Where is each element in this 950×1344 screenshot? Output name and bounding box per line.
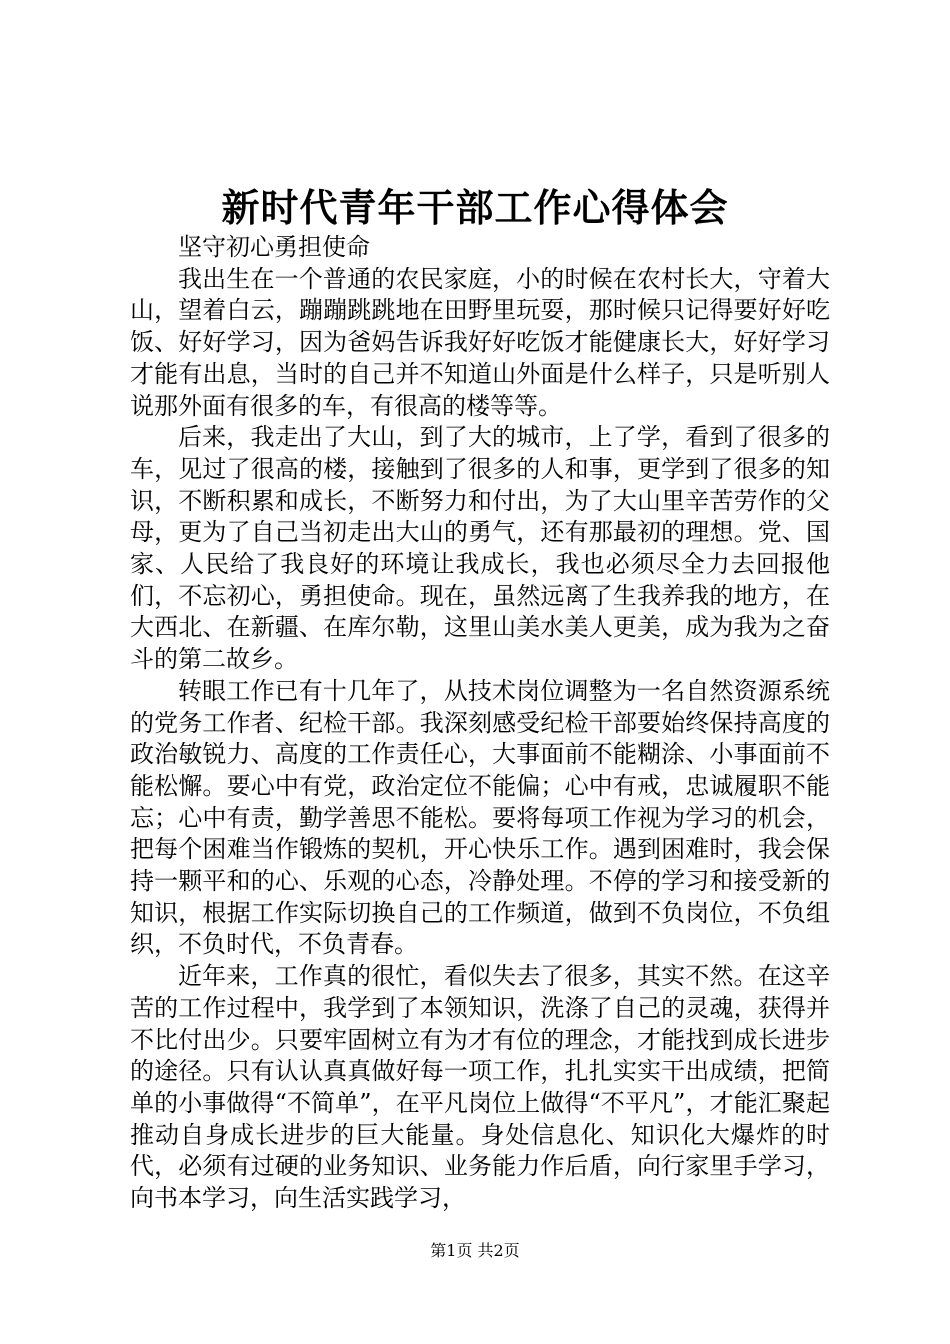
- body-paragraph: 我出生在一个普通的农民家庭，小的时候在农村长大，守着大山，望着白云，蹦蹦跳跳地在田野里玩耍，那时候只记得要好好吃饭、好好学习，因为爸妈告诉我好好吃饭才能健康长大，好好学习才能有出息，当时的自己并不知道山外面是什么样子，只是听别人说那外面有很多的车，有很高的楼等等。: [130, 264, 830, 420]
- document-title: 新时代青年干部工作心得体会: [221, 185, 729, 230]
- page-footer: 第1页 共2页: [430, 1241, 520, 1260]
- document-body: [130, 232, 830, 1215]
- body-paragraph: 近年来，工作真的很忙，看似失去了很多，其实不然。在这辛苦的工作过程中，我学到了本领知识，洗涤了自己的灵魂，获得并不比付出少。只要牢固树立有为才有位的理念，才能找到成长进步的途径。只有认认真真做好每一项工作，扎扎实实干出成绩，把简单的小事做得“不简单”，在平凡岗位上做得“不平凡”，才能汇聚起推动自身成长进步的巨大能量。身处信息化、知识化大爆炸的时代，必须有过硬的业务知识、业务能力作后盾，向行家里手学习，向书本学习，向生活实践学习，: [130, 962, 830, 1213]
- body-paragraph: 转眼工作已有十几年了，从技术岗位调整为一名自然资源系统的党务工作者、纪检干部。我深刻感受纪检干部要始终保持高度的政治敏锐力、高度的工作责任心，大事面前不能糊涂、小事面前不能松懈。要心中有党，政治定位不能偏；心中有戒，忠诚履职不能忘；心中有责，勤学善思不能松。要将每项工作视为学习的机会，把每个困难当作锻炼的契机，开心快乐工作。遇到困难时，我会保持一颗平和的心、乐观的心态，冷静处理。不停的学习和接受新的知识，根据工作实际切换自己的工作频道，做到不负岗位，不负组织，不负时代，不负青春。: [130, 676, 830, 959]
- subtitle-paragraph: 坚守初心勇担使命: [178, 233, 370, 261]
- body-paragraph: 后来，我走出了大山，到了大的城市，上了学，看到了很多的车，见过了很高的楼，接触到了很多的人和事，更学到了很多的知识，不断积累和成长，不断努力和付出，为了大山里辛苦劳作的父母，更为了自己当初走出大山的勇气，还有那最初的理想。党、国家、人民给了我良好的环境让我成长，我也必须尽全力去回报他们，不忘初心，勇担使命。现在，虽然远离了生我养我的地方，在大西北、在新疆、在库尔勒，这里山美水美人更美，成为我为之奋斗的第二故乡。: [130, 423, 830, 674]
